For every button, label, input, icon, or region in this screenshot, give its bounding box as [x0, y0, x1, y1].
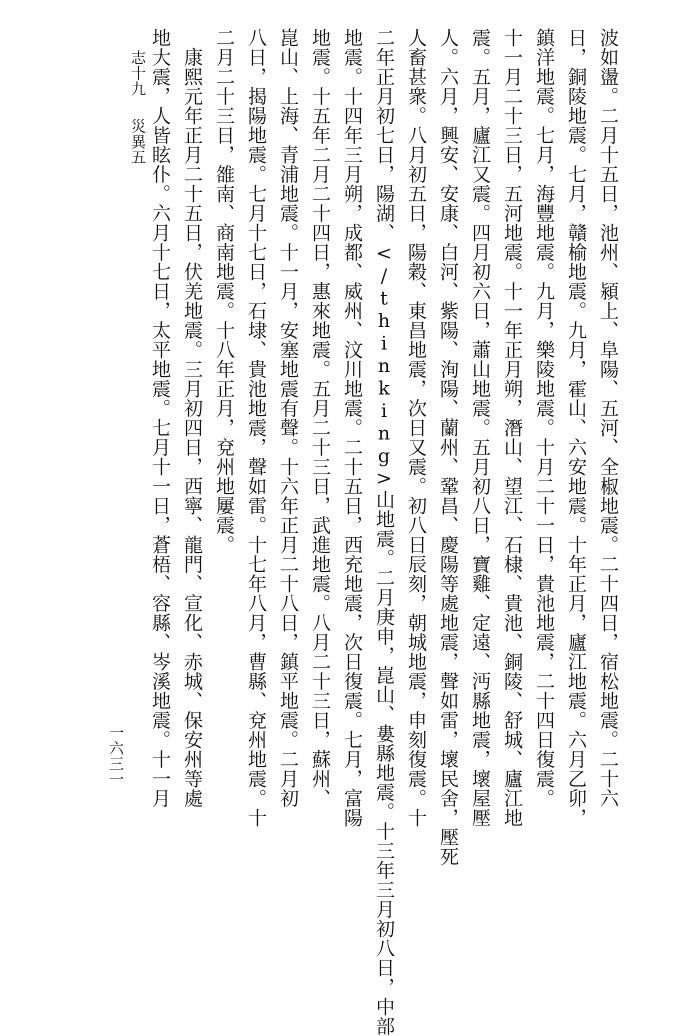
running-header: [130, 50, 145, 165]
text-column: 八日，揭陽地震。七月十七日，石埭、貴池地震，聲如雷。十七年八月，曹縣、兗州地震。十: [245, 28, 267, 828]
text-column: 地震。十五年二月二十四日，惠來地震。五月二十三日，武進地震。八月二十三日，蘇州、: [309, 28, 331, 808]
text-column: 二月二十三日，雒南、商南地震。十八年正月，兗州地屢震。: [213, 28, 235, 555]
text-column: 二年正月初七日，陽湖、</thinking>山地震。二月庚申，崑山、婁縣地震。十三年三月初八日，中部: [373, 28, 395, 1036]
text-column: 鎮洋地震。七月，海豐地震。九月，樂陵地震。十月二十一日，貴池地震，二十四日復震。: [533, 28, 555, 808]
text-column: 十一月二十三日，五河地震。十一年正月朔，潛山、望江、石棣、貴池、銅陵、舒城、廬江地: [501, 28, 523, 828]
volume-label: 志十九: [129, 50, 147, 97]
page-number: 一六三一: [107, 725, 125, 787]
text-column: 崑山、上海、青浦地震。十一月，安塞地震有聲。十六年正月二十八日，鎮平地震。二月初: [277, 28, 299, 808]
text-column: 日，銅陵地震。七月，贛榆地震。九月，霍山、六安地震。十年正月，廬江地震。六月乙卯，: [565, 28, 587, 828]
text-column: 地大震，人皆眩仆。六月十七日，太平地震。七月十一日，蒼梧、容縣、岑溪地震。十一月: [149, 28, 171, 808]
text-column: 人。六月，興安、安康、白河、紫陽、洵陽、蘭州、鞏昌、慶陽等處地震，聲如雷，壞民舍，壓死: [437, 28, 459, 867]
text-column: 地震。十四年三月朔，成都、威州、汶川地震。二十五日，西充地震，次日復震。七月，富陽: [341, 28, 363, 828]
text-column: 震。五月，廬江又震。四月初六日，蕭山地震。五月初八日，寶雞、定遠、沔縣地震，壞屋壓: [469, 28, 491, 828]
text-column: 康熙元年正月二十五日，伏羌地震。三月初四日，西寧、龍門、宣化、赤城、保安州等處: [181, 28, 203, 808]
text-column: 波如盪。二月十五日，池州、潁上、阜陽、五河、全椒地震。二十四日，宿松地震。二十六: [597, 28, 619, 808]
text-column: 人畜甚衆。八月初五日，陽穀、東昌地震，次日又震。初八日辰刻，朝城地震，申刻復震。十: [405, 28, 427, 828]
section-label: 災異五: [129, 118, 147, 165]
